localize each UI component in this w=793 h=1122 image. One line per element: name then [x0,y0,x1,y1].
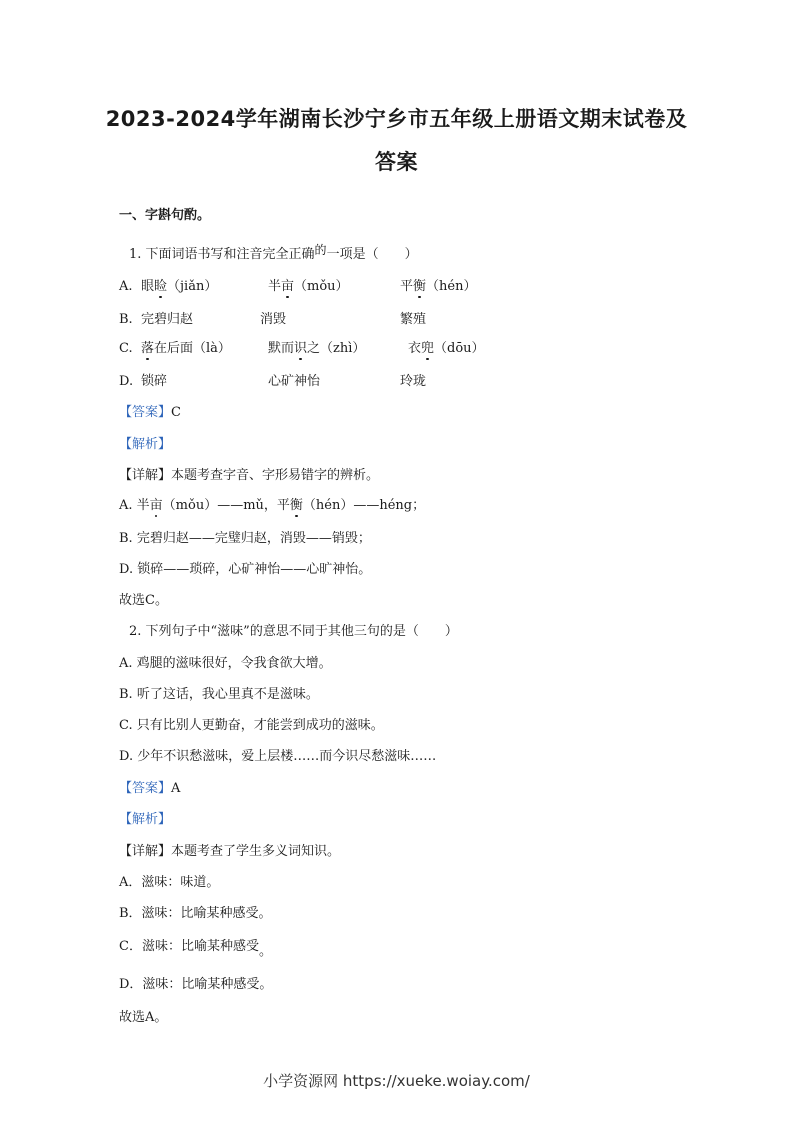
q1-option-c [119,340,679,358]
q1-analysis-tag: 【解析】 [119,437,172,452]
q1-explanation-b: B. 完碧归赵——完璧归赵，消毁——销毁； [119,531,371,546]
q2-explanation-a: A．滋味：味道。 [119,875,220,890]
q2-option-b: B. 听了这话，我心里真不是滋味。 [119,687,319,702]
option-c-item3: 衣兜（dōu） [408,341,485,356]
document-title-line2: 答案 [375,150,418,174]
detail-tag: 【详解】 [119,844,172,859]
q2-detail [119,843,340,861]
q1-option-a [119,278,679,296]
q1-stem [129,245,418,264]
option-b-item2: 消毁 [260,312,287,327]
option-b-item3: 繁殖 [400,312,427,327]
q1-explanation-d: D. 锁碎——琐碎，心矿神怡——心旷神怡。 [119,562,372,577]
q2-stem: 2. 下列句子中“滋味”的意思不同于其他三句的是（ ） [129,624,458,639]
q2-option-a: A. 鸡腿的滋味很好，令我食欲大增。 [119,656,332,671]
q2-conclusion: 故选A。 [119,1010,168,1025]
option-label: B. [119,312,133,327]
footer-watermark: 小学资源网 https://xueke.woiay.com/ [263,1072,530,1090]
option-d-item3: 玲珑 [400,374,427,389]
option-d-item2: 心矿神怡 [268,374,321,389]
q2-explanation-d: D．滋味：比喻某种感受。 [119,977,273,992]
q2-explanation-c: C．滋味：比喻某种感受。 [119,939,272,959]
answer-value: A [171,781,181,796]
option-b-item1: 完碧归赵 [141,312,194,327]
option-d-item1: 锁碎 [141,374,168,389]
q2-analysis-tag: 【解析】 [119,812,172,827]
q1-explanation-a: A. 半亩（mǒu）——mǔ，平衡（hén）——héng； [119,498,426,513]
option-c-item1: 落在后面（là） [141,341,231,356]
q2-answer [119,780,180,798]
answer-tag: 【答案】 [119,781,172,796]
detail-text: 本题考查字音、字形易错字的辨析。 [171,468,380,483]
option-c-item2: 默而识之（zhì） [268,341,366,356]
option-a-item1: 眼睑（jiǎn） [141,279,218,294]
q1-detail [119,467,379,485]
detail-tag: 【详解】 [119,468,172,483]
option-label: C. [119,341,133,356]
q1-stem-text: 1. 下面词语书写和注音完全正确 [129,247,315,262]
detail-text: 本题考查了学生多义词知识。 [171,844,341,859]
q1-answer [119,404,181,422]
option-a-item2: 半亩（mǒu） [268,279,349,294]
option-a-item3: 平衡（hén） [400,279,477,294]
q2-explanation-b: B．滋味：比喻某种感受。 [119,906,272,921]
q1-stem-text-end: 一项是（ ） [326,247,418,262]
q1-option-b [119,311,679,329]
q1-option-d [119,373,679,391]
q2-option-d: D. 少年不识愁滋味，爱上层楼……而今识尽愁滋味…… [119,749,437,764]
answer-tag: 【答案】 [119,405,172,420]
document-title-line1: 2023-2024学年湖南长沙宁乡市五年级上册语文期末试卷及 [105,107,688,131]
answer-value: C [171,405,181,420]
section-heading: 一、字斟句酌。 [119,208,211,223]
option-label: D. [119,374,134,389]
q2-option-c: C. 只有比别人更勤奋，才能尝到成功的滋味。 [119,718,384,733]
q1-stem-sup: 的 [314,243,327,257]
q1-conclusion: 故选C。 [119,593,168,608]
option-label: A. [119,279,133,294]
